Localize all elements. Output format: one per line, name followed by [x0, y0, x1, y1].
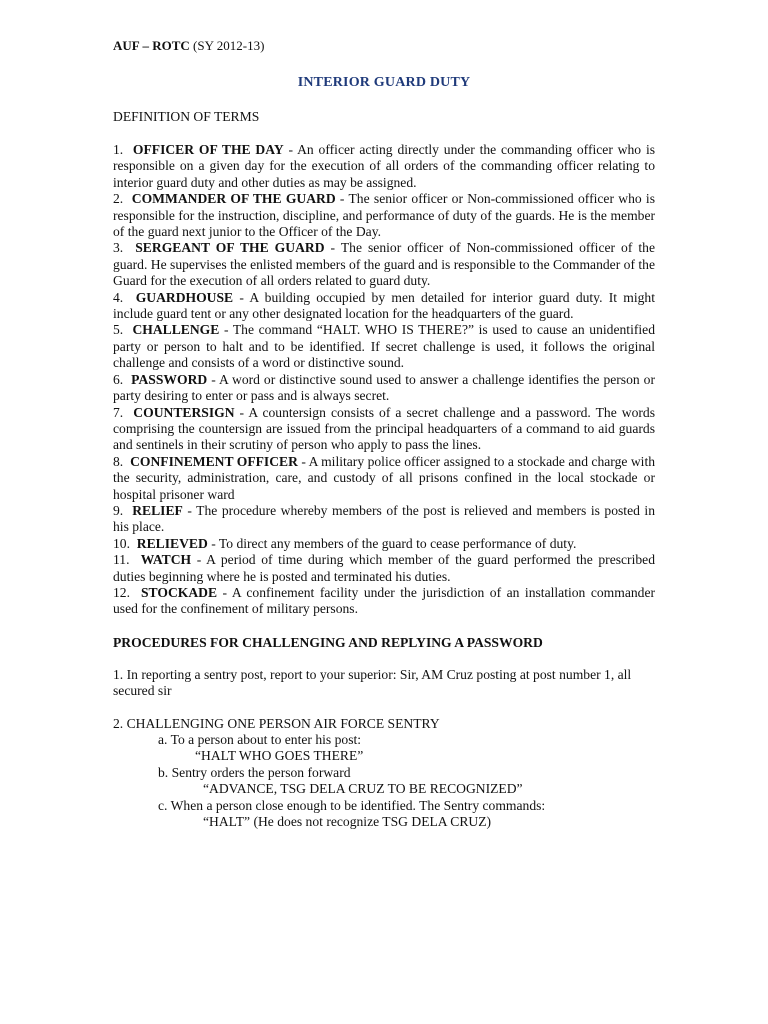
term-definition: - The senior officer or Non-commissioned officer who is responsible for the instruction, discipline, and performance of duty of the guards. He is the member of the guard next junior to the Officer of the Day. [113, 191, 655, 240]
term-number: 2. [113, 191, 124, 207]
term-number: 6. [113, 371, 124, 387]
term-name: COUNTERSIGN [133, 404, 235, 420]
procedure-step-b: b. Sentry orders the person forward [158, 764, 351, 780]
term-definition: - A countersign consists of a secret challenge and a password. The words comprising the countersign are issued from the principal headquarters of a command to aid guards and sentinels in their scrutiny of person who apply to pass the lines. [113, 404, 656, 453]
term-definition: - A confinement facility under the jurisdiction of an installation commander used for the confinement of military persons. [113, 584, 656, 617]
term-name: RELIEF [132, 502, 183, 518]
term-definition: - A military police officer assigned to a stockade and charge with the security, administration, care, and custody of all prisons confined in the local stockade or hospital prisoner ward [113, 453, 656, 502]
term-definition: - The senior officer of Non-commissioned officer of the guard. He supervises the enlisted members of the guard and is responsible to the Commander of the Guard for the execution of all orders related to guard duty. [113, 240, 656, 289]
term-definition: - To direct any members of the guard to cease performance of duty. [207, 535, 577, 551]
term-name: GUARDHOUSE [135, 289, 234, 305]
term-name: STOCKADE [141, 584, 218, 600]
term-name: CHALLENGE [132, 322, 220, 338]
term-name: COMMANDER OF THE GUARD [131, 191, 336, 207]
term-item [113, 290, 655, 323]
page-title: INTERIOR GUARD DUTY [297, 75, 471, 90]
terms-list [113, 142, 655, 618]
procedure-step-c: c. When a person close enough to be identified. The Sentry commands: [158, 797, 546, 813]
header-year: (SY 2012-13) [193, 38, 265, 53]
term-definition: - The procedure whereby members of the post is relieved and members is posted in his place. [113, 502, 655, 535]
procedure-item-1: 1. In reporting a sentry post, report to your superior: Sir, AM Cruz posting at post number 1, all secured sir [113, 666, 632, 699]
term-name: WATCH [140, 552, 192, 568]
term-number: 7. [113, 404, 124, 420]
term-number: 12. [113, 584, 130, 600]
term-definition: - A word or distinctive sound used to answer a challenge identifies the person or party desiring to enter or pass and is always secret. [113, 371, 655, 404]
header-org: AUF – ROTC [113, 38, 190, 53]
term-item [113, 503, 655, 536]
term-item [113, 536, 655, 552]
term-item [113, 585, 655, 618]
term-item [113, 454, 655, 503]
term-number: 3. [113, 240, 124, 256]
term-item [113, 552, 655, 585]
term-item [113, 405, 655, 454]
term-definition: - A period of time during which member of the guard performed the prescribed duties beginning where he is posted and terminated his duties. [113, 552, 655, 584]
document-header [113, 38, 655, 54]
term-definition: - An officer acting directly under the commanding officer who is responsible on a given day for the execution of all orders of the commanding officer relating to interior guard duty and other duties as may be assigned. [113, 142, 656, 190]
definitions-heading: DEFINITION OF TERMS [113, 109, 260, 124]
procedure-step-a: a. To a person about to enter his post: [158, 732, 362, 747]
procedures-heading: PROCEDURES FOR CHALLENGING AND REPLYING A PASSWORD [113, 634, 543, 650]
procedure-command-c: “HALT” (He does not recognize TSG DELA CRUZ) [203, 814, 492, 830]
term-name: PASSWORD [131, 371, 208, 387]
term-item [113, 142, 655, 191]
term-number: 8. [113, 453, 124, 469]
term-name: CONFINEMENT OFFICER [130, 453, 298, 469]
term-item [113, 322, 655, 371]
term-number: 1. [113, 142, 124, 157]
term-definition: - The command “HALT. WHO IS THERE?” is used to cause an unidentified party or person to halt and to be identified. If secret challenge is used, it follows the original challenge and consists of a word or distinctive sound. [113, 322, 655, 371]
procedure-command-b: “ADVANCE, TSG DELA CRUZ TO BE RECOGNIZED” [203, 781, 523, 797]
term-number: 10. [113, 535, 130, 551]
term-name: OFFICER OF THE DAY [132, 142, 284, 157]
term-number: 4. [113, 289, 124, 305]
term-number: 11. [113, 552, 130, 568]
term-number: 9. [113, 502, 124, 518]
term-item [113, 240, 655, 289]
term-item [113, 191, 655, 240]
term-definition: - A building occupied by men detailed for interior guard duty. It might include guard tent or any other designated location for the headquarters of the guard. [113, 289, 655, 322]
procedure-command-a: “HALT WHO GOES THERE” [195, 748, 364, 764]
procedure-item-2: 2. CHALLENGING ONE PERSON AIR FORCE SENTRY [113, 715, 440, 731]
term-number: 5. [113, 322, 124, 338]
spacer [113, 700, 655, 716]
term-item [113, 372, 655, 405]
term-name: RELIEVED [136, 535, 208, 551]
document-page [113, 38, 655, 830]
term-name: SERGEANT OF THE GUARD [135, 240, 325, 256]
